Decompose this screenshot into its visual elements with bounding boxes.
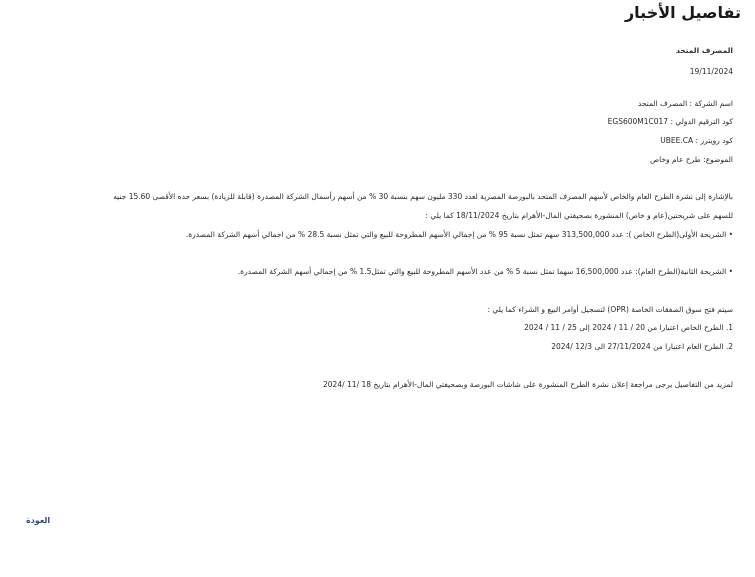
company-name-header: المصرف المتحد	[675, 46, 733, 55]
tranche-1: • الشريحة الأولى(الطرح الخاص ): عدد 313,500,000 سهم تمثل نسبة 95 % من إجمالي الأسهم المطروحة للبيع والتي تمثل نسبة 28.5 % من اجمالي أسهم الشركة المصدرة.	[185, 230, 733, 239]
detail-isin: كود الترقيم الدولي : EGS600M1C017	[607, 117, 733, 126]
tranche-2: • الشريحة الثانية(الطرح العام): عدد 16,500,000 سهما تمثل نسبة 5 % من عدد الأسهم المطروحة للبيع والتي تمثل1.5 % من إجمالي أسهم الشركة المصدرة.	[237, 267, 733, 276]
detail-reuters-code: كود رويترز : UBEE.CA	[660, 136, 733, 145]
closing-note: لمزيد من التفاصيل يرجى مراجعة إعلان نشرة الطرح المنشورة على شاشات البورصة وبصحيفتي المال-الأهرام بتاريخ 18 /11 /2024	[323, 380, 733, 389]
opr-intro: سيتم فتح سوق الصفقات الخاصة (OPR) لتسجيل أوامر البيع و الشراء كما يلي :	[487, 305, 733, 314]
body-intro-line-1: بالإشارة إلى نشرة الطرح العام والخاص لأسهم المصرف المتحد بالبورصة المصرية لعدد 330 مليون سهم بنسبة 30 % من أسهم رأسمال الشركة المصدرة (قابلة للزيادة) بسعر حده الأقصى 15.60 جنيه	[113, 192, 733, 201]
body-intro-line-2: للسهم على شريحتين(عام و خاص) المنشورة بصحيفتي المال-الأهرام بتاريخ 18/11/2024 كما يلي :	[425, 211, 733, 220]
news-date: 19/11/2024	[689, 67, 733, 76]
detail-company-name: اسم الشركة : المصرف المتحد	[637, 99, 733, 108]
back-link[interactable]: العودة	[26, 516, 51, 525]
detail-subject: الموضوع: طرح عام وخاص	[650, 155, 733, 164]
page-title: تفاصيل الأخبار	[624, 3, 741, 22]
opr-item-1: 1. الطرح الخاص اعتبارا من 20 / 11 / 2024 إلى 25 / 11 / 2024	[524, 323, 733, 332]
opr-item-2: 2. الطرح العام اعتبارا من 27/11/2024 الى 12/3 /2024	[551, 342, 733, 351]
